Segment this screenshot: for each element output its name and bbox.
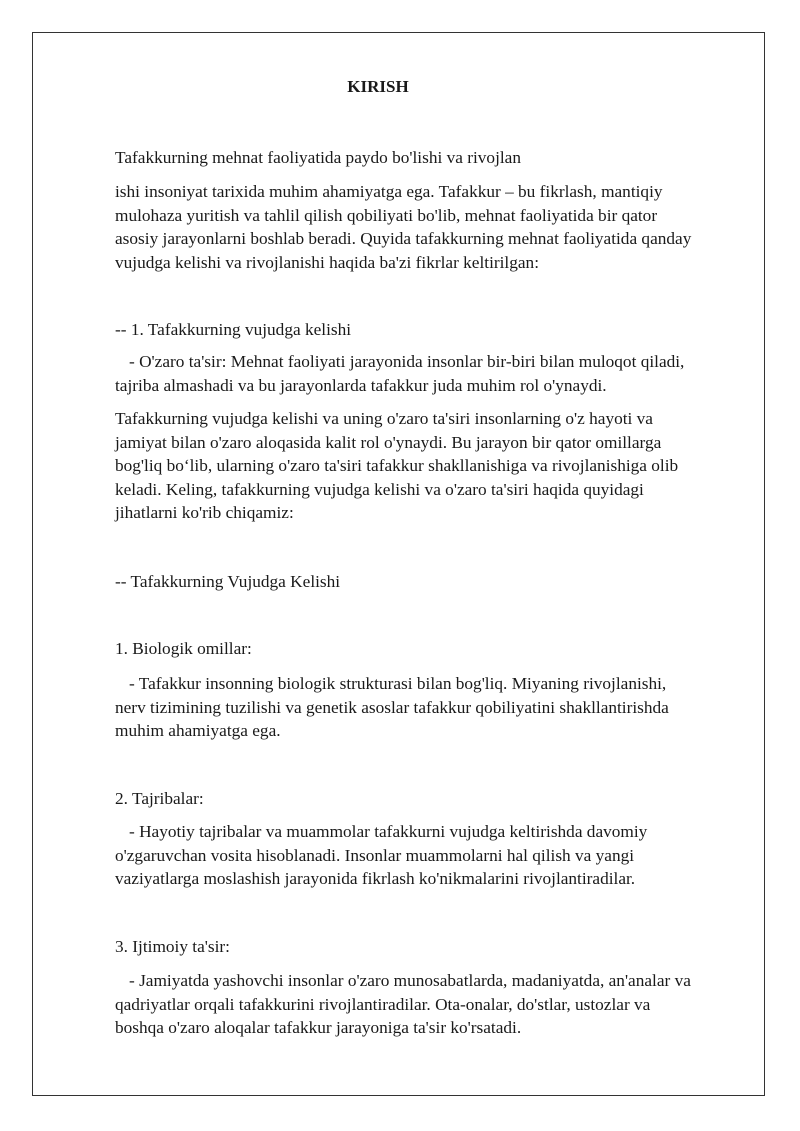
text-line: keladi. Keling, tafakkurning vujudga kelishi va o'zaro ta'siri haqida quyidagi xyxy=(115,479,644,499)
text-line: bog'liq bo‘lib, ularning o'zaro ta'siri tafakkur shakllanishiga va rivojlanishiga olib xyxy=(115,456,679,476)
text-line: jihatlarni ko'rib chiqamiz: xyxy=(115,503,294,523)
text-line: ishi insoniyat tarixida muhim ahamiyatga ega. Tafakkur – bu fikrlash, mantiqiy xyxy=(115,182,663,201)
intro-paragraph xyxy=(115,180,755,274)
item3-heading: 3. Ijtimoiy ta'sir: xyxy=(115,937,230,956)
text-line: - O'zaro ta'sir: Mehnat faoliyati jarayonida insonlar bir-biri bilan muloqot qiladi, xyxy=(129,352,685,371)
text-line: vaziyatlarga moslashish jarayonida fikrlash ko'nikmalarini rivojlantiradilar. xyxy=(115,869,636,889)
section1-bullet xyxy=(115,350,755,397)
section2-heading: -- Tafakkurning Vujudga Kelishi xyxy=(115,572,341,591)
text-line: muhim ahamiyatga ega. xyxy=(115,721,281,741)
text-line: vujudga kelishi va rivojlanishi haqida ba'zi fikrlar keltirilgan: xyxy=(115,252,539,272)
text-line: nerv tizimining tuzilishi va genetik asoslar tafakkur qobiliyatini shakllantirishda xyxy=(115,697,669,717)
text-line: qadriyatlar orqali tafakkurini rivojlantiradilar. Ota-onalar, do'stlar, ustozlar va xyxy=(115,994,651,1014)
text-line: jamiyat bilan o'zaro aloqasida kalit rol o'ynaydi. Bu jarayon bir qator omillarga xyxy=(115,432,662,452)
text-line: mulohaza yuritish va tahlil qilish qobiliyati bo'lib, mehnat faoliyatida bir qator xyxy=(115,205,658,225)
item3-paragraph xyxy=(115,969,755,1040)
text-line: - Tafakkur insonning biologik strukturasi bilan bog'liq. Miyaning rivojlanishi, xyxy=(129,674,667,693)
text-line: - Jamiyatda yashovchi insonlar o'zaro munosabatlarda, madaniyatda, an'analar va xyxy=(129,971,691,990)
text-line: tajriba almashadi va bu jarayonlarda tafakkur juda muhim rol o'ynaydi. xyxy=(115,375,607,395)
text-line: Tafakkurning mehnat faoliyatida paydo bo'lishi va rivojlan xyxy=(115,148,521,167)
text-line: boshqa o'zaro aloqalar tafakkur jarayoniga ta'sir ko'rsatadi. xyxy=(115,1018,522,1038)
text-line: asosiy jarayonlarni boshlab beradi. Quyida tafakkurning mehnat faoliyatida qanday xyxy=(115,229,692,249)
item2-heading: 2. Tajribalar: xyxy=(115,789,204,808)
section1-paragraph xyxy=(115,407,755,525)
document-title: KIRISH xyxy=(347,77,409,96)
text-line: - Hayotiy tajribalar va muammolar tafakkurni vujudga keltirishda davomiy xyxy=(129,822,648,841)
intro-first-line xyxy=(115,146,755,170)
section1-heading: -- 1. Tafakkurning vujudga kelishi xyxy=(115,320,352,339)
text-line: Tafakkurning vujudga kelishi va uning o'zaro ta'siri insonlarning o'z hayoti va xyxy=(115,409,653,428)
item2-paragraph xyxy=(115,820,755,891)
text-line: o'zgaruvchan vosita hisoblanadi. Insonlar muammolarni hal qilish va yangi xyxy=(115,845,635,865)
item1-heading: 1. Biologik omillar: xyxy=(115,639,252,658)
item1-paragraph xyxy=(115,672,755,743)
